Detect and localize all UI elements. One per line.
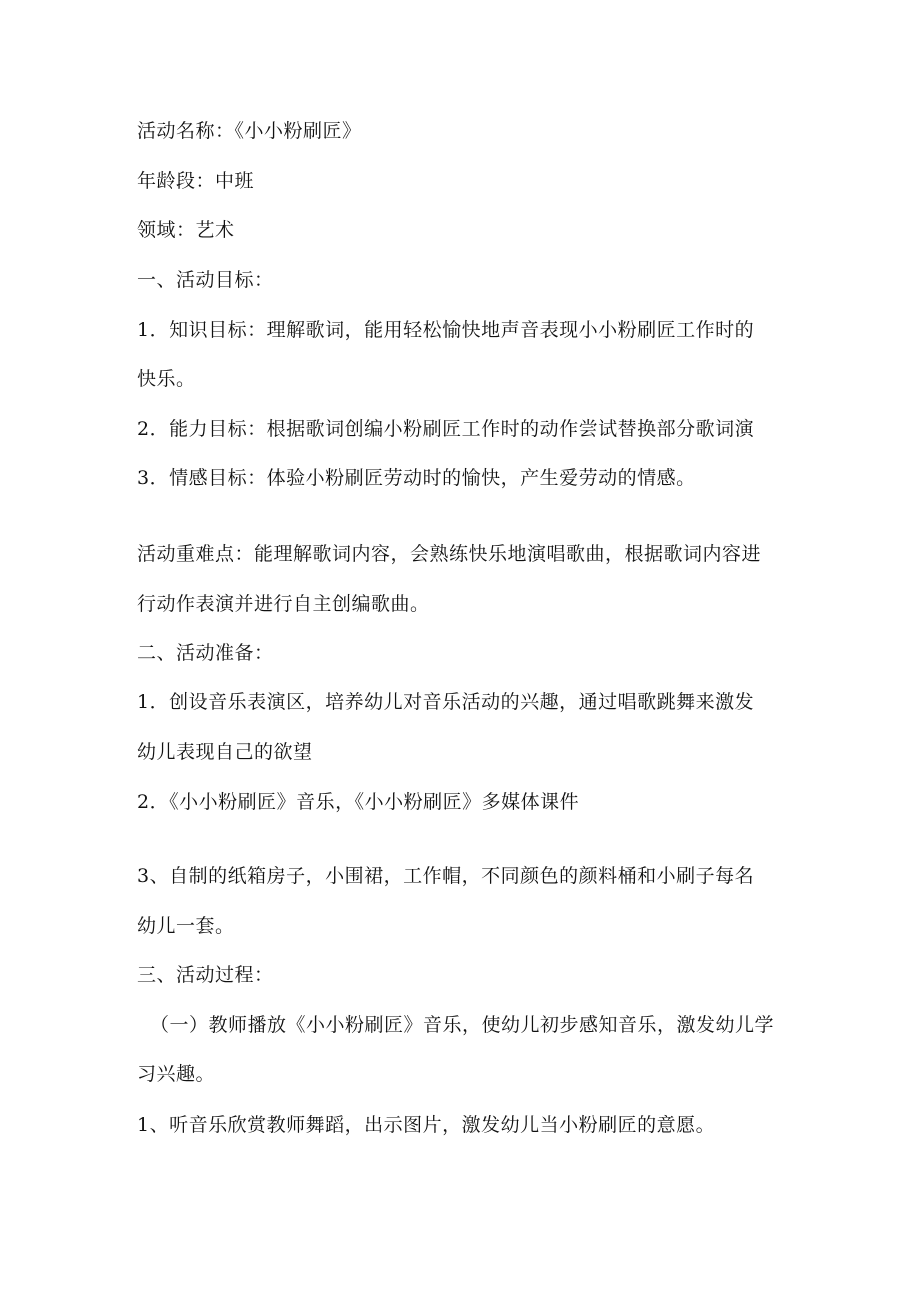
section-heading-goals: 一、活动目标： <box>137 269 274 291</box>
section-heading-preparation: 二、活动准备： <box>137 642 274 664</box>
preparation-item-2-line: 2．《小小粉刷匠》音乐，《小小粉刷匠》多媒体课件 <box>137 791 580 813</box>
goal-knowledge-line-2: 快乐。 <box>137 368 196 390</box>
key-points-line-2: 行动作表演并进行自主创编歌曲。 <box>137 593 430 615</box>
goal-emotion-line: 3．情感目标：体验小粉刷匠劳动时的愉快，产生爱劳动的情感。 <box>137 467 696 489</box>
preparation-item-1-line-2: 幼儿表现自己的欲望 <box>137 741 313 763</box>
preparation-item-3-line-2: 幼儿一套。 <box>137 915 235 937</box>
process-step-1-line-1: （一）教师播放《小小粉刷匠》音乐，使幼儿初步感知音乐，激发幼儿学 <box>150 1014 775 1036</box>
preparation-item-1-line-1: 1．创设音乐表演区，培养幼儿对音乐活动的兴趣，通过唱歌跳舞来激发 <box>137 691 755 713</box>
goal-ability-line: 2．能力目标：根据歌词创编小粉刷匠工作时的动作尝试替换部分歌词演 <box>137 418 755 440</box>
section-heading-process: 三、活动过程： <box>137 964 274 986</box>
key-points-line-1: 活动重难点：能理解歌词内容，会熟练快乐地演唱歌曲，根据歌词内容进 <box>137 543 762 565</box>
activity-name-line: 活动名称：《小小粉刷匠》 <box>137 120 362 142</box>
age-group-line: 年龄段：中班 <box>137 170 255 192</box>
process-substep-1-line: 1、听音乐欣赏教师舞蹈，出示图片，激发幼儿当小粉刷匠的意愿。 <box>137 1114 716 1136</box>
process-step-1-line-2: 习兴趣。 <box>137 1063 216 1085</box>
goal-knowledge-line-1: 1．知识目标：理解歌词，能用轻松愉快地声音表现小小粉刷匠工作时的 <box>137 319 755 341</box>
preparation-item-3-line-1: 3、自制的纸箱房子，小围裙，工作帽，不同颜色的颜料桶和小刷子每名 <box>137 865 755 887</box>
domain-line: 领域：艺术 <box>137 219 235 241</box>
